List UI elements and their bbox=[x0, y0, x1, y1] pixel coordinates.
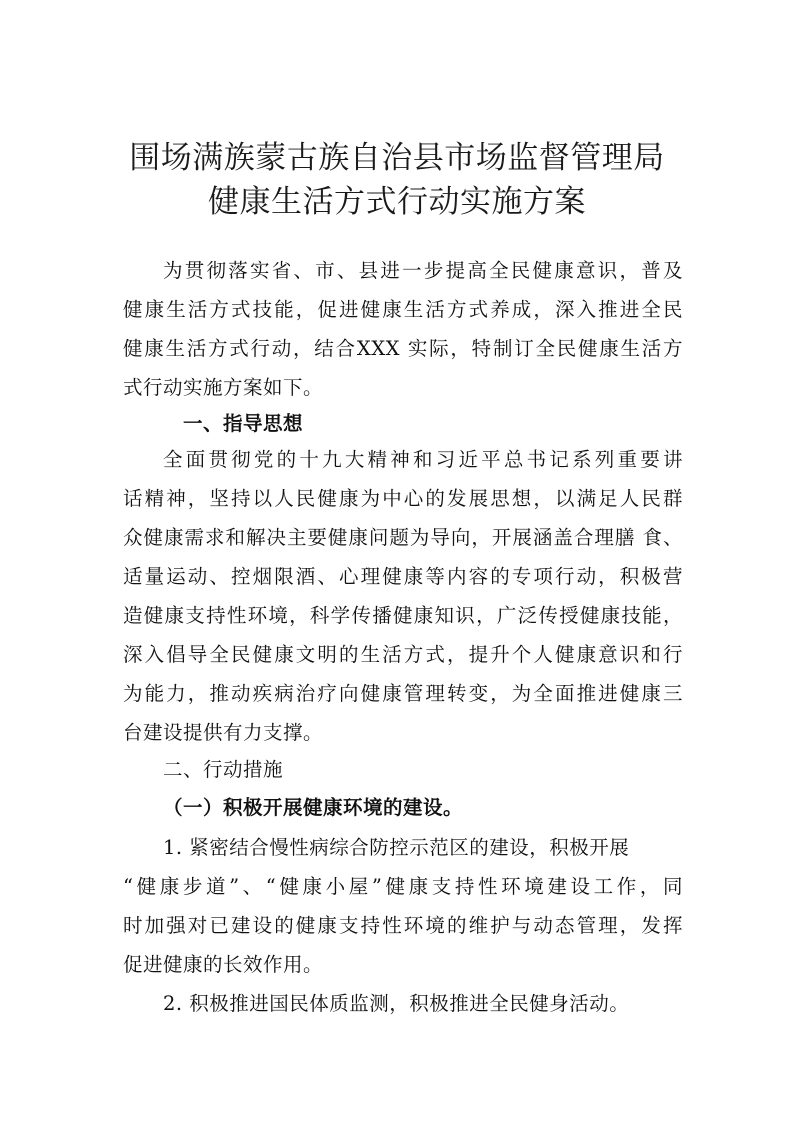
item1-line: 促进健康的长效作用。 bbox=[123, 953, 324, 976]
intro-line: 为贯彻落实省、市、县进一步提高全民健康意识，普及 bbox=[163, 259, 683, 282]
document-title-line-1: 围场满族蒙古族自治县市场监督管理局 bbox=[129, 140, 665, 176]
section1-line: 台建设提供有力支撑。 bbox=[123, 721, 324, 744]
subsection-heading-health-environment: （一）积极开展健康环境的建设。 bbox=[163, 796, 464, 819]
document-title-line-2: 健康生活方式行动实施方案 bbox=[208, 184, 586, 220]
intro-line: 健康生活方式技能，促进健康生活方式养成，深入推进全民 bbox=[123, 298, 683, 321]
intro-line: 健康生活方式行动，结合XXX 实际，特制订全民健康生活方 bbox=[123, 337, 683, 360]
section1-line: 为能力，推动疾病治疗向健康管理转变，为全面推进健康三 bbox=[123, 682, 683, 705]
section-heading-action-measures: 二、行动措施 bbox=[163, 758, 284, 781]
item1-line: “健康步道”、“健康小屋”健康支持性环境建设工作，同 bbox=[123, 875, 683, 898]
item1-line: 1. 紧密结合慢性病综合防控示范区的建设，积极开展 bbox=[163, 836, 630, 859]
item2-line: 2. 积极推进国民体质监测，积极推进全民健身活动。 bbox=[163, 992, 630, 1015]
item1-line: 时加强对已建设的健康支持性环境的维护与动态管理，发挥 bbox=[123, 914, 683, 937]
section1-line: 适量运动、控烟限酒、心理健康等内容的专项行动，积极营 bbox=[123, 565, 683, 588]
intro-line: 式行动实施方案如下。 bbox=[123, 376, 324, 399]
section1-line: 造健康支持性环境，科学传播健康知识，广泛传授健康技能， bbox=[123, 604, 683, 627]
section1-line: 全面贯彻党的十九大精神和习近平总书记系列重要讲 bbox=[163, 448, 683, 471]
section-heading-guiding-ideology: 一、指导思想 bbox=[183, 412, 304, 435]
section1-line: 深入倡导全民健康文明的生活方式，提升个人健康意识和行 bbox=[123, 643, 683, 666]
section1-line: 话精神，坚持以人民健康为中心的发展思想，以满足人民群 bbox=[123, 487, 683, 510]
section1-line: 众健康需求和解决主要健康问题为导向，开展涵盖合理膳 食、 bbox=[123, 526, 683, 549]
